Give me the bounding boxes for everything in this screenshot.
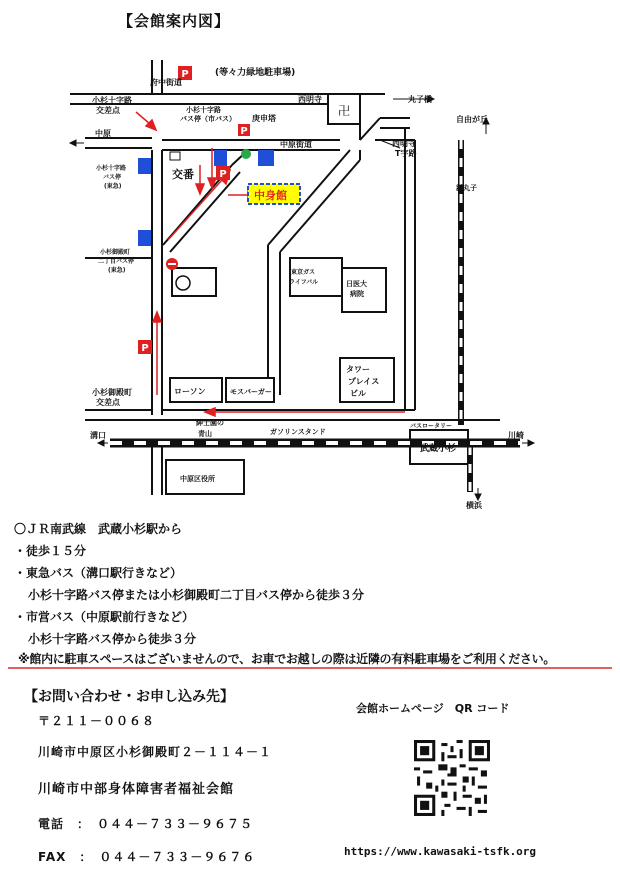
access-line-1: 〇ＪＲ南武線 武蔵小杉駅から xyxy=(14,522,183,536)
label-gotencho-1: 小杉御殿町 xyxy=(92,388,132,397)
label-tokyo-gas-1: 東京ガス xyxy=(291,269,316,276)
access-line-3: ・東急バス（溝口駅行きなど） xyxy=(14,566,183,580)
label-kawasaki: 川崎 xyxy=(508,431,524,440)
website-url[interactable]: https://www.kawasaki-tsfk.org xyxy=(344,845,537,858)
label-busloop: バスロータリー xyxy=(410,423,453,430)
address: 川崎市中原区小杉御殿町２－１１４－１ xyxy=(38,745,273,759)
label-ward-office: 中原区役所 xyxy=(180,475,215,483)
label-fuchu-kaido: 府中街道 xyxy=(150,78,182,87)
label-shinshi-1: 紳士園の xyxy=(196,419,224,427)
kouban-box xyxy=(170,152,180,160)
label-bus-tokyu-2: バス停 xyxy=(103,174,122,181)
label-nishimyoji: 西明寺 xyxy=(298,95,322,104)
label-kosugi-jujiro-2: 交差点 xyxy=(96,106,120,115)
postal-code: 〒２１１－００６８ xyxy=(38,714,156,728)
parking-note: ※館内に駐車スペースはございませんので、お車でお越しの際は近隣の有料駐車場をご利用ください。 xyxy=(18,652,556,666)
label-tokyo-gas-2: ライフバル xyxy=(289,279,319,286)
label-tower-2: プレイス xyxy=(348,377,380,386)
label-kosugi-jujiro: 小杉十字路 xyxy=(92,96,132,105)
parking-p-2: P xyxy=(240,126,248,137)
label-shin-maruko: 新丸子 xyxy=(456,184,477,192)
label-nishimyoji-t1: 西明寺 xyxy=(392,139,416,148)
label-jiyugaoka: 自由が丘 xyxy=(456,115,488,124)
label-bus-gotencho-1: 小杉御殿町 xyxy=(100,249,131,256)
label-tower-3: ビル xyxy=(350,389,366,398)
qr-code-icon[interactable] xyxy=(414,740,490,816)
label-parking-lot: (等々力緑地駐車場) xyxy=(215,68,296,78)
label-musashi-kosugi: 武蔵小杉 xyxy=(420,444,457,454)
label-busstop-shi-2: バス停（市バス） xyxy=(180,115,236,123)
label-yokohama: 横浜 xyxy=(466,501,482,510)
label-nichii-2: 病院 xyxy=(350,290,364,298)
one-way-sign xyxy=(258,150,274,166)
label-bus-gotencho-2: 二丁目バス停 xyxy=(98,258,135,265)
label-koshinto: 庚申塔 xyxy=(252,114,276,123)
label-shinshi-2: 青山 xyxy=(198,430,212,438)
label-nichii-1: 日医大 xyxy=(346,280,367,288)
label-nakahara: 中原 xyxy=(95,129,111,138)
temple-symbol: 卍 xyxy=(337,104,351,118)
label-bus-gotencho-3: (東急) xyxy=(108,267,126,274)
label-lawson: ローソン xyxy=(174,387,206,396)
label-mos: モスバーガー xyxy=(230,388,272,396)
fax: FAX ： ０４４－７３３－９６７６ xyxy=(38,850,256,864)
contact-heading: 【お問い合わせ・お申し込み先】 xyxy=(24,689,234,705)
label-busstop-shi-1: 小杉十字路 xyxy=(186,106,221,114)
access-line-4: 小杉十字路バス停または小杉御殿町二丁目バス停から徒歩３分 xyxy=(28,588,365,602)
label-gas-station: ガソリンスタンド xyxy=(270,428,326,436)
parking-p-4: P xyxy=(141,343,149,354)
label-nakahara-kaido: 中原街道 xyxy=(280,140,312,149)
label-tower-1: タワー xyxy=(346,365,370,374)
label-bus-tokyu-3: (東急) xyxy=(104,183,122,190)
label-nishimyoji-t2: T字路 xyxy=(395,149,417,158)
telephone: 電話 ： ０４４－７３３－９６７５ xyxy=(38,817,254,831)
label-kouban: 交番 xyxy=(172,168,194,181)
divider-line xyxy=(8,667,612,669)
label-mizonokuchi: 溝口 xyxy=(90,431,106,440)
label-gotencho-2: 交差点 xyxy=(96,398,120,407)
label-kaikan: 中身館 xyxy=(254,189,287,202)
parking-p-1: P xyxy=(181,69,189,80)
access-line-5: ・市営バス（中原駅前行きなど） xyxy=(14,610,195,624)
koshinto-marker xyxy=(241,149,251,159)
label-bus-tokyu-1: 小杉十字路 xyxy=(96,165,127,172)
access-line-2: ・徒歩１５分 xyxy=(14,544,87,558)
qr-label: 会館ホームページ QR コード xyxy=(356,702,510,715)
page-title: 【会館案内図】 xyxy=(118,12,231,30)
label-marukobashi: 丸子橋 xyxy=(408,95,432,104)
parking-p-3: P xyxy=(219,169,227,180)
access-line-6: 小杉十字路バス停から徒歩３分 xyxy=(28,632,197,646)
organization: 川崎市中部身体障害者福祉会館 xyxy=(38,782,235,797)
